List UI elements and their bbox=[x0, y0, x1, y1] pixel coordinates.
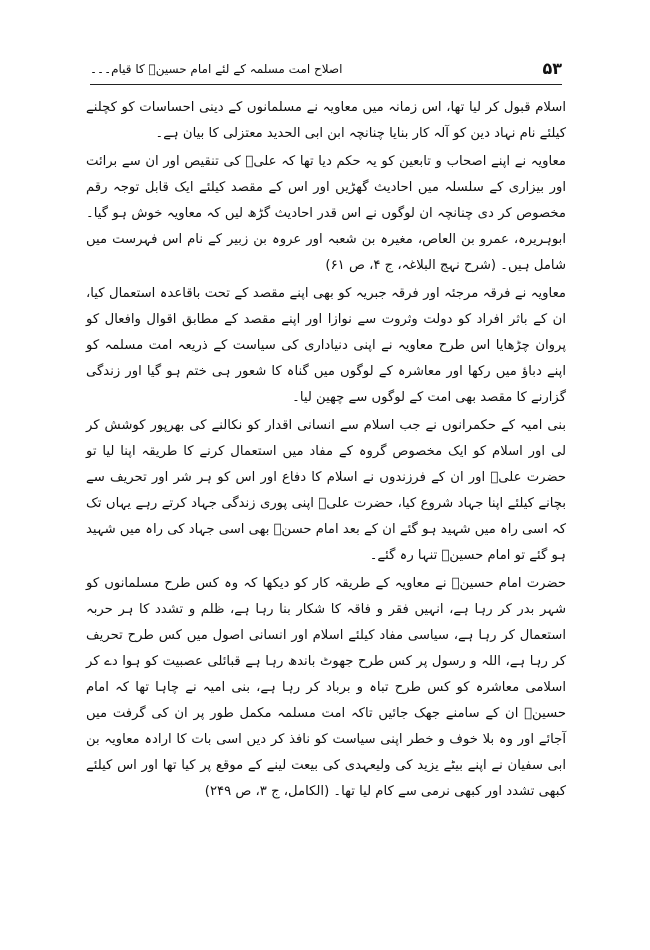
page-number: ۵۳ bbox=[542, 59, 562, 78]
paragraph: معاویہ نے اپنے اصحاب و تابعین کو یہ حکم دیا تھا کہ علیؑ کی تنقیص اور ان سے برائت اور بیزاری کے سلسلہ میں احادیث گھڑیں اور اس کے مقصد کیلئے ایک قابل توجہ رقم مخصوص کر دی چنانچہ ان لوگوں نے اس قدر احادیث گڑھ لیں کہ معاویہ خوش ہو گیا۔ ابوہریرہ، عمرو بن العاص، مغیرہ بن شعبہ اور عروہ بن زبیر کے نام اس فہرست میں شامل ہیں۔ (شرح نہج البلاغہ، ج ۴، ص ۶۱) bbox=[86, 154, 566, 273]
paragraph: اسلام قبول کر لیا تھا، اس زمانہ میں معاویہ نے مسلمانوں کے دینی احساسات کو کچلنے کیلئے نام نہاد دین کو آلہ کار بنایا چنانچہ ابن ابی الحدید معتزلی کا بیان ہے۔ bbox=[86, 100, 566, 141]
paragraph: حضرت امام حسینؑ نے معاویہ کے طریقہ کار کو دیکھا کہ وہ کس طرح مسلمانوں کو شہر بدر کر رہا ہے، انہیں فقر و فاقہ کا شکار بنا رہا ہے، ظلم و تشدد کا ہر حربہ استعمال کر رہا ہے، سیاسی مفاد کیلئے اسلام اور انسانی اصول میں کس طرح تحریف کر رہا ہے، اللہ و رسول پر کس طرح جھوٹ باندھ رہا ہے قبائلی عصبیت کو ہوا دے کر اسلامی معاشرہ کو کس طرح تباہ و برباد کر رہا ہے، بنی امیہ نے چاہا تھا کہ امام حسینؑ ان کے سامنے جھک جائیں تاکہ امت مسلمہ مکمل طور پر ان کی گرفت میں آجائے اور وہ بلا خوف و خطر اپنی سیاست کو نافذ کر دیں اسی بات کا ارادہ معاویہ بن ابی سفیان نے اپنے بیٹے یزید کی ولیعہدی کی بیعت لینے کے موقع پر کیا تھا اور اس کیلئے کبھی تشدد اور کبھی نرمی سے کام لیا تھا۔ (الکامل، ج ۳، ص ۲۴۹) bbox=[86, 576, 566, 799]
page-header bbox=[90, 58, 562, 80]
running-title: اصلاح امت مسلمہ کے لئے امام حسینؑ کا قیام۔۔۔ bbox=[90, 62, 343, 76]
paragraph: معاویہ نے فرقہ مرجئہ اور فرقہ جبریہ کو بھی اپنے مقصد کے تحت باقاعدہ استعمال کیا، ان کے باثر افراد کو دولت وثروت سے نوازا اور اپنے مقصد کے مطابق اقوال وافعال کو پروان چڑھایا اس طرح معاویہ نے اپنی دنیاداری کی سیاست کے ذریعہ امت مسلمہ کو اپنے دباؤ میں رکھا اور معاشرہ کے لوگوں میں گناہ کا شعور ہی ختم ہو گیا اور زندگی گزارنے کا مقصد بھی امت کے لوگوں سے چھین لیا۔ bbox=[86, 286, 566, 405]
paragraph: بنی امیہ کے حکمرانوں نے جب اسلام سے انسانی اقدار کو نکالنے کی بھرپور کوشش کر لی اور اسلام کو ایک مخصوص گروہ کے مفاد میں استعمال کرنے کا طریقہ اپنا لیا تو حضرت علیؑ اور ان کے فرزندوں نے اسلام کا دفاع اور اس کو ہر شر اور تحریف سے بچانے کیلئے اپنا جہاد شروع کیا، حضرت علیؑ اپنی پوری زندگی جہاد کرتے رہے یہاں تک کہ اسی راہ میں شہید ہو گئے ان کے بعد امام حسنؑ بھی اسی جہاد کی راہ میں شہید ہو گئے تو امام حسینؑ تنہا رہ گئے۔ bbox=[86, 418, 566, 563]
header-divider bbox=[90, 84, 562, 85]
body-text bbox=[86, 95, 566, 805]
